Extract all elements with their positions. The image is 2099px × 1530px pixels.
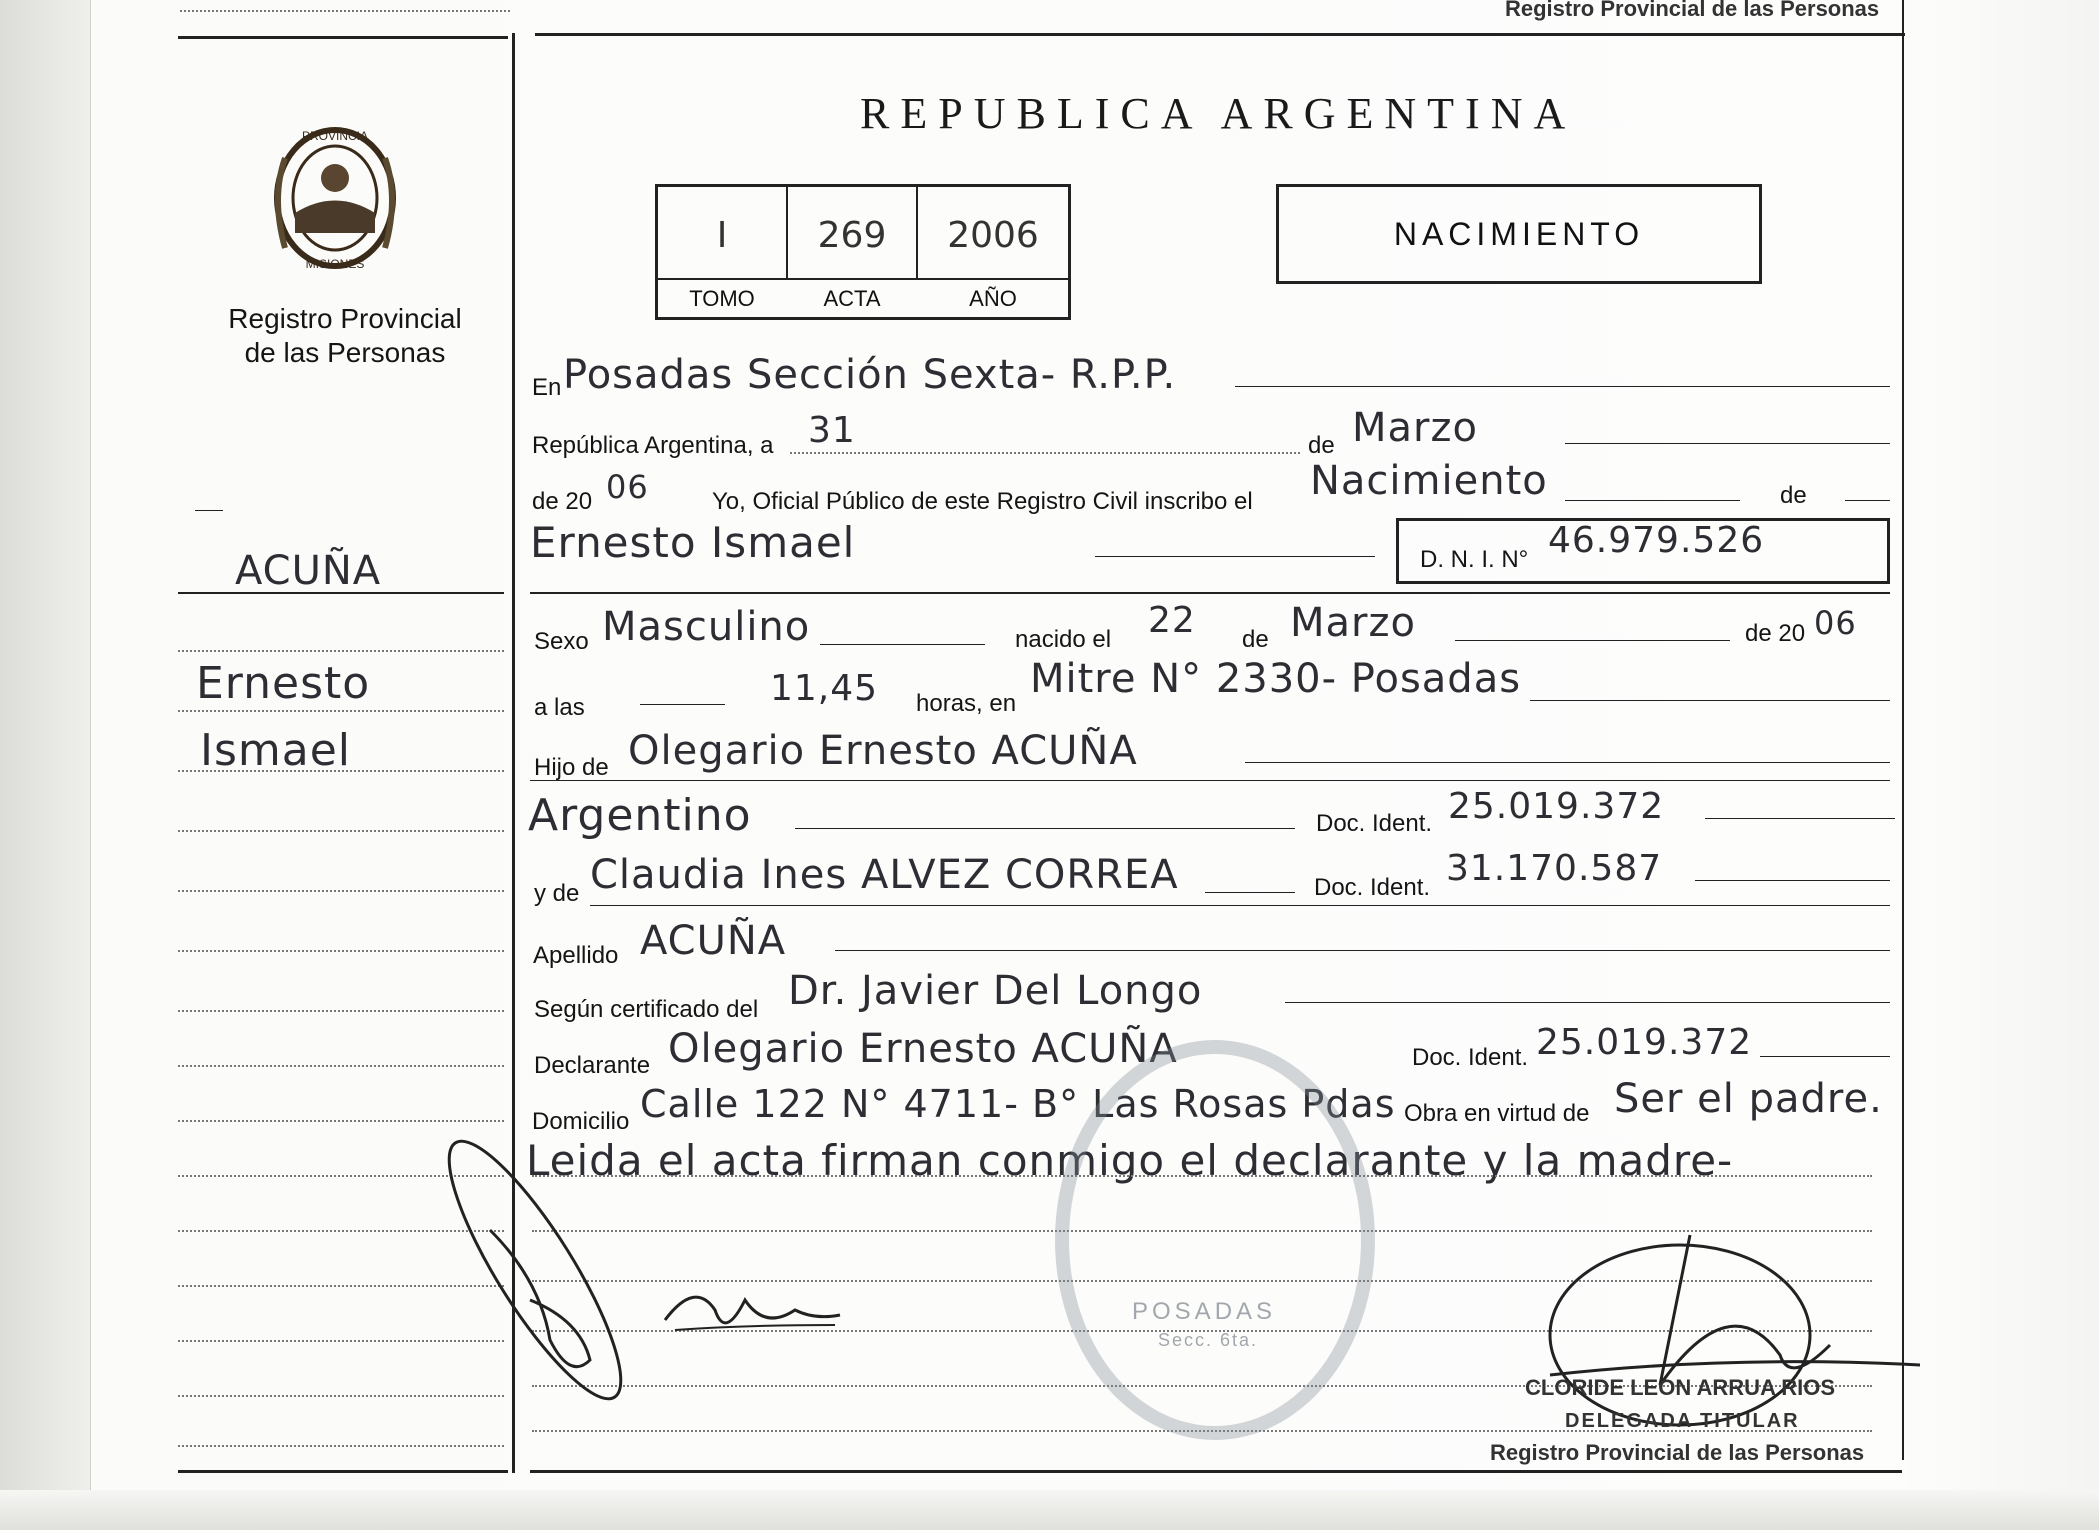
label-de20b: de 20 — [1745, 620, 1806, 647]
tomo-value: I — [716, 215, 728, 256]
row-rule — [1285, 1002, 1890, 1003]
margin-first-name: Ernesto — [196, 658, 371, 709]
value-lugar-nac: Mitre N° 2330- Posadas — [1030, 656, 1522, 702]
emblem-bottom-text: MISIONES — [305, 257, 365, 271]
value-hora: 11,45 — [770, 668, 879, 709]
official-name: CLORIDE LEON ARRUA RIOS — [1525, 1375, 1836, 1400]
page-bottom-edge — [0, 1490, 2099, 1530]
row-rule — [795, 828, 1295, 829]
label-de2: de — [1780, 482, 1807, 509]
left-signature — [420, 1120, 660, 1420]
row-rule — [1565, 443, 1890, 444]
value-sexo: Masculino — [602, 604, 811, 650]
row-rule — [1705, 818, 1895, 819]
row-rule — [1095, 556, 1375, 557]
margin-bottom-rule — [178, 1470, 508, 1473]
margin-dots — [178, 830, 504, 832]
value-apellido: ACUÑA — [640, 918, 787, 964]
row-rule — [590, 905, 1890, 906]
label-en: En — [532, 374, 562, 401]
row-rule — [1455, 640, 1730, 641]
value-certificado: Dr. Javier Del Longo — [788, 968, 1203, 1014]
row-rule — [820, 644, 985, 645]
registry-line-2: de las Personas — [244, 337, 446, 368]
value-nac-dia: 22 — [1148, 600, 1196, 641]
value-nac-mes: Marzo — [1290, 600, 1416, 646]
value-nac-anio: 06 — [1814, 604, 1857, 642]
value-anio-corto: 06 — [606, 468, 649, 506]
act-type-box: NACIMIENTO — [1276, 184, 1762, 284]
margin-dots — [178, 890, 504, 892]
official-office: Registro Provincial de las Personas — [1490, 1440, 1865, 1465]
page-fold — [0, 0, 91, 1530]
row-rule — [1845, 500, 1890, 501]
top-main-rule — [535, 33, 1905, 36]
margin-surname: ACUÑA — [235, 548, 382, 594]
label-declarante: Declarante — [534, 1052, 651, 1079]
margin-dots — [178, 1010, 504, 1012]
top-stamp: Registro Provincial de las Personas — [1505, 0, 1880, 21]
value-lugar: Posadas Sección Sexta- R.P.P. — [563, 352, 1177, 398]
value-declarante: Olegario Ernesto ACUÑA — [668, 1026, 1178, 1072]
value-madre-doc: 31.170.587 — [1446, 848, 1663, 889]
row-rule — [1530, 700, 1890, 701]
official-title: DELEGADA TITULAR — [1565, 1410, 1800, 1432]
label-sexo: Sexo — [534, 628, 589, 655]
margin-dots — [178, 1065, 504, 1067]
label-republica: República Argentina, a — [532, 432, 774, 459]
label-doc3: Doc. Ident. — [1412, 1044, 1529, 1071]
top-dotted-line — [180, 10, 510, 12]
value-dni: 46.979.526 — [1548, 520, 1765, 561]
country-title: REPUBLICA ARGENTINA — [860, 89, 1577, 138]
stamp-city: POSADAS — [1132, 1298, 1277, 1325]
label-obra: Obra en virtud de — [1404, 1100, 1590, 1127]
margin-dots — [178, 650, 504, 652]
top-left-rule — [178, 36, 508, 39]
id-box — [655, 184, 1071, 320]
row-rule — [1760, 1056, 1890, 1057]
row-rule — [835, 950, 1890, 951]
anio-label: AÑO — [969, 286, 1017, 311]
label-hijo: Hijo de — [534, 754, 609, 781]
value-nacionalidad: Argentino — [528, 790, 752, 841]
acta-label: ACTA — [823, 286, 881, 311]
middle-signature — [655, 1270, 855, 1350]
margin-dots — [178, 950, 504, 952]
section-rule — [530, 592, 1890, 594]
margin-dots — [178, 1445, 504, 1447]
emblem-top-text: PROVINCIA — [301, 129, 369, 143]
value-madre: Claudia Ines ALVEZ CORREA — [590, 852, 1179, 898]
row-rule — [1695, 880, 1890, 881]
anio-value: 2006 — [947, 215, 1039, 256]
label-yde: y de — [534, 880, 580, 907]
value-tipo: Nacimiento — [1310, 458, 1548, 504]
label-de20: de 20 — [532, 488, 593, 515]
value-nota: Leida el acta firman conmigo el declarante y la madre- — [526, 1136, 1734, 1185]
margin-dash — [195, 510, 223, 511]
label-a-las: a las — [534, 694, 585, 721]
row-rule — [1245, 762, 1890, 763]
label-dni: D. N. I. N° — [1420, 546, 1529, 573]
value-nombre: Ernesto Ismael — [530, 518, 856, 567]
registry-name — [190, 302, 500, 370]
label-de: de — [1308, 432, 1335, 459]
row-rule — [530, 780, 1890, 781]
value-domicilio: Calle 122 N° 4711- B° Las Rosas Pdas — [640, 1082, 1396, 1126]
margin-dots — [178, 710, 504, 712]
value-padre-doc: 25.019.372 — [1448, 786, 1665, 827]
tomo-label: TOMO — [689, 286, 755, 311]
label-horas: horas, en — [916, 690, 1017, 717]
official-signature — [1530, 1225, 1930, 1475]
label-apellido: Apellido — [533, 942, 619, 969]
row-dots — [790, 452, 1300, 454]
label-segun: Según certificado del — [534, 996, 759, 1023]
row-rule — [640, 704, 725, 705]
province-emblem — [265, 118, 405, 278]
acta-value: 269 — [817, 215, 887, 256]
label-yo: Yo, Oficial Público de este Registro Civil inscribo el — [712, 488, 1253, 515]
stamp-sub: Secc. 6ta. — [1158, 1330, 1259, 1350]
label-doc2: Doc. Ident. — [1314, 874, 1431, 901]
row-rule — [1205, 892, 1295, 893]
registry-line-1: Registro Provincial — [228, 303, 462, 334]
margin-second-name: Ismael — [200, 725, 352, 776]
value-declarante-doc: 25.019.372 — [1536, 1022, 1753, 1063]
value-padre: Olegario Ernesto ACUÑA — [628, 728, 1138, 774]
value-mes: Marzo — [1352, 405, 1478, 451]
row-rule — [1565, 500, 1740, 501]
official-stamp — [1055, 1040, 1375, 1440]
label-doc1: Doc. Ident. — [1316, 810, 1433, 837]
label-nacido: nacido el — [1015, 626, 1112, 653]
value-dia: 31 — [808, 410, 856, 451]
row-rule — [1235, 386, 1890, 387]
value-obra: Ser el padre. — [1614, 1076, 1883, 1122]
label-de3: de — [1242, 626, 1269, 653]
label-domicilio: Domicilio — [532, 1108, 630, 1135]
